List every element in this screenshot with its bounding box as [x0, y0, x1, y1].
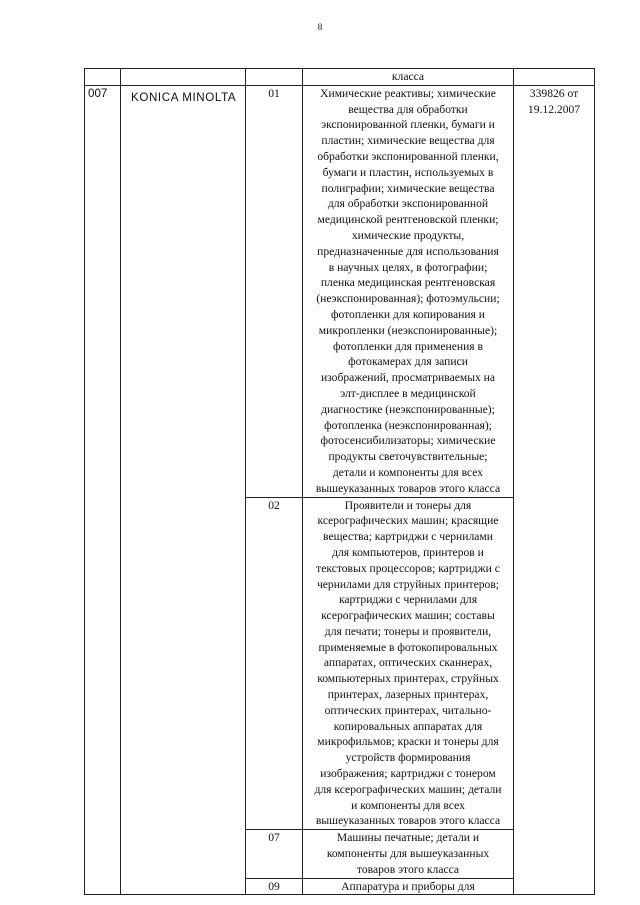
goods-text-line: фотопленка (неэкспонированная);	[324, 418, 492, 432]
goods-text-line: пленка медицинская рентгеновская	[320, 276, 496, 290]
goods-text-line: бумаги и пластин, используемых в	[322, 165, 494, 179]
goods-text-line: компьютерных принтерах, струйных	[317, 672, 499, 686]
goods-text-line: продукты светочувствительные;	[328, 450, 488, 464]
goods-text-line: для обработки экспонированной	[327, 197, 489, 211]
continuation-row	[85, 69, 595, 86]
goods-text-line: вещества для обработки	[348, 102, 468, 116]
goods-text-line: изображения; картриджи с тонером	[320, 767, 496, 781]
goods-text-line: ксерографических машин; красящие	[317, 514, 499, 528]
goods-text-line: детали и компоненты для всех	[332, 465, 484, 479]
goods-text-line: фотокамерах для записи	[348, 355, 468, 369]
goods-text-line: принтерах, лазерных принтерах,	[327, 688, 489, 702]
entry-row	[85, 85, 595, 497]
goods-text-line: изображений, просматриваемых на	[320, 371, 496, 385]
class-code: 09	[246, 878, 303, 895]
empty-cell	[85, 69, 121, 86]
goods-text-line: фотосенсибилизаторы; химические	[320, 434, 496, 448]
goods-text-line: диагностике (неэкспонированные);	[321, 402, 495, 416]
goods-text-line: элт-дисплее в медицинской	[340, 386, 476, 400]
class-code: 02	[246, 497, 303, 830]
goods-text-line: вещества; картриджи с чернилами	[323, 530, 493, 544]
registration-date: 19.12.2007	[527, 102, 581, 116]
goods-text-line: текстовых процессоров; картриджи с	[316, 561, 500, 575]
empty-cell	[121, 69, 246, 86]
page-number: 8	[317, 22, 323, 32]
goods-text-line: предназначенные для использования	[317, 244, 499, 258]
goods-text-line: Химические реактивы; химические	[320, 86, 496, 100]
goods-text-line: микропленки (неэкспонированные);	[318, 323, 498, 337]
empty-cell	[246, 69, 303, 86]
goods-text-line: устройств формирования	[345, 751, 471, 765]
goods-text-line: в научных целях, в фотографии;	[328, 260, 488, 274]
goods-text-line: (неэкспонированная); фотоэмульсии;	[316, 292, 500, 306]
goods-text-line: вышеуказанных товаров этого класса	[315, 814, 501, 828]
class-goods-description	[303, 830, 514, 878]
goods-text-line: микрофильмов; краски и тонеры для	[317, 735, 499, 749]
entry-number: 007	[85, 85, 121, 895]
class-code: 01	[246, 85, 303, 497]
goods-text-line: для печати; тонеры и проявители,	[324, 624, 492, 638]
registration-number: 339826 от	[529, 86, 579, 100]
continuation-text: класса	[303, 69, 514, 86]
goods-text-line: Машины печатные; детали и	[336, 831, 480, 845]
goods-text-line: копировальных аппаратах для	[333, 719, 483, 733]
goods-text-line: Аппаратура и приборы для	[341, 879, 475, 893]
goods-text-line: вышеуказанных товаров этого класса	[315, 481, 501, 495]
class-goods-description	[303, 497, 514, 830]
registration-cell	[514, 85, 595, 895]
goods-text-line: экспонированной пленки, бумаги и	[321, 118, 495, 132]
empty-cell	[514, 69, 595, 86]
goods-text-line: ксерографических машин; составы	[321, 609, 495, 623]
class-goods-description	[303, 878, 514, 895]
goods-text-line: обработки экспонированной пленки,	[317, 149, 499, 163]
goods-text-line: полиграфии; химические вещества	[321, 181, 495, 195]
goods-text-line: для ксерографических машин; детали	[314, 782, 502, 796]
goods-text-line: применяемые в фотокопировальных	[318, 640, 498, 654]
class-code: 07	[246, 830, 303, 878]
registry-table	[84, 68, 595, 895]
goods-text-line: картриджи с чернилами для	[338, 593, 478, 607]
goods-text-line: фотопленки для применения в	[332, 339, 483, 353]
goods-text-line: медицинской рентгеновской пленки;	[317, 213, 499, 227]
class-goods-description	[303, 85, 514, 497]
goods-text-line: чернилами для струйных принтеров;	[316, 577, 500, 591]
goods-text-line: химические продукты,	[351, 228, 465, 242]
goods-text-line: для компьютеров, принтеров и	[332, 545, 484, 559]
trademark-logo: KONICA MINOLTA	[121, 85, 246, 895]
goods-text-line: и компоненты для всех	[351, 798, 465, 812]
goods-text-line: фотопленки для копирования и	[330, 307, 485, 321]
goods-text-line: Проявители и тонеры для	[344, 498, 472, 512]
goods-text-line: аппаратах, оптических сканнерах,	[323, 656, 493, 670]
goods-text-line: компоненты для вышеуказанных	[326, 847, 490, 861]
goods-text-line: товаров этого класса	[356, 862, 460, 876]
goods-text-line: оптических принтерах, читально-	[324, 703, 492, 717]
goods-text-line: пластин; химические вещества для	[321, 134, 495, 148]
